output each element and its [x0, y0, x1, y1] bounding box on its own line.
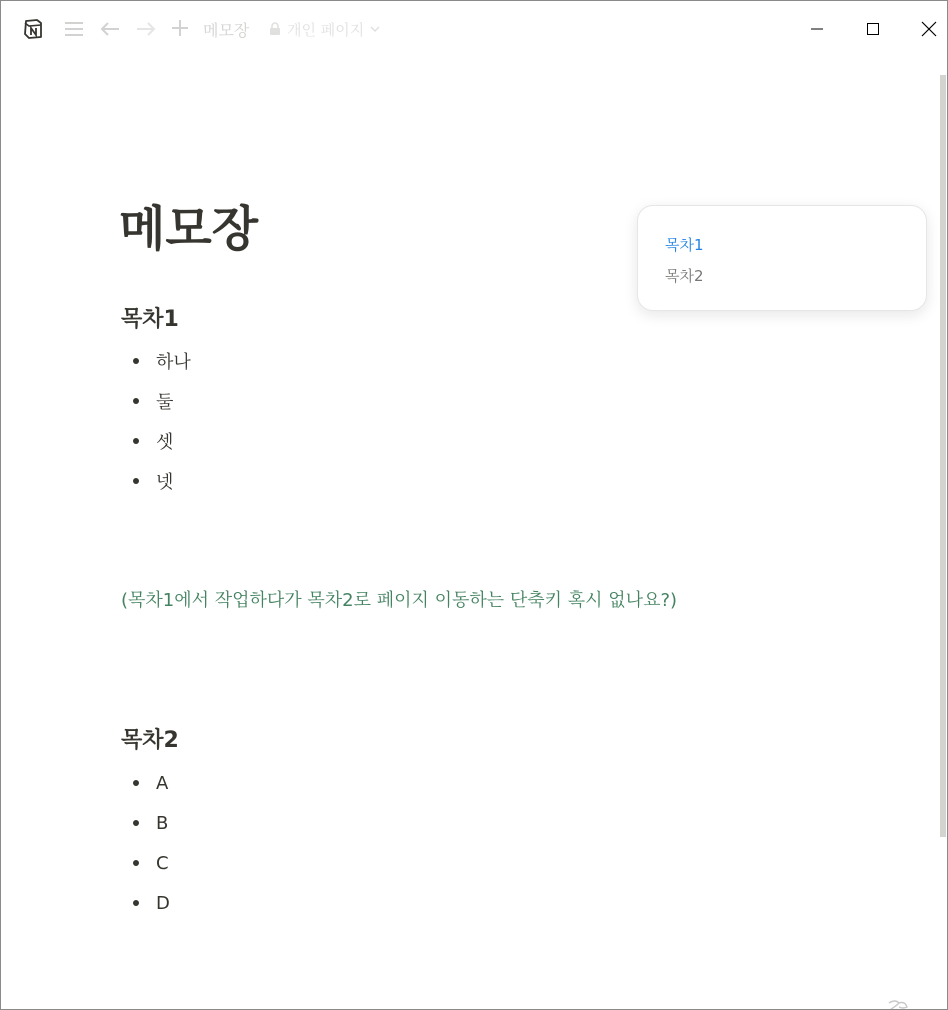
- list-item-text: A: [156, 772, 169, 794]
- list-item[interactable]: [121, 341, 191, 381]
- section-heading-1: 목차1: [121, 307, 179, 332]
- bullet-dot: [133, 900, 139, 906]
- bullet-list-2: [121, 763, 170, 923]
- breadcrumb-label: 개인 페이지: [287, 20, 365, 39]
- list-item[interactable]: [121, 381, 191, 421]
- list-item[interactable]: [121, 421, 191, 461]
- close-button[interactable]: [909, 11, 948, 47]
- list-item-text: 하나: [156, 352, 191, 373]
- list-item[interactable]: [121, 461, 191, 501]
- bullet-list-1: [121, 341, 191, 501]
- lock-icon: [269, 22, 281, 36]
- title-bar: [1, 1, 947, 57]
- page-title: 메모장: [119, 201, 259, 257]
- maximize-icon: [866, 22, 880, 36]
- chevron-down-icon: [370, 25, 380, 33]
- list-item-text: 둘: [156, 392, 174, 413]
- bullet-dot: [133, 398, 139, 404]
- bullet-dot: [133, 358, 139, 364]
- list-item-text: D: [156, 892, 170, 914]
- page-content: [1, 57, 941, 1009]
- minimize-button[interactable]: [797, 11, 837, 47]
- list-item-text: 셋: [156, 432, 174, 453]
- page-name-tab[interactable]: [203, 17, 249, 41]
- bullet-dot: [133, 820, 139, 826]
- list-item[interactable]: [121, 883, 170, 923]
- list-item-text: 넷: [156, 472, 174, 493]
- toc-item-1[interactable]: 목차1: [665, 236, 704, 254]
- section-heading-2: 목차2: [121, 728, 179, 753]
- bullet-dot: [133, 780, 139, 786]
- list-item-text: B: [156, 812, 169, 834]
- notion-logo-icon[interactable]: [21, 17, 45, 41]
- bullet-dot: [133, 438, 139, 444]
- forward-arrow-icon[interactable]: [135, 18, 157, 40]
- toc-item-2[interactable]: 목차2: [665, 267, 704, 285]
- menu-icon[interactable]: [63, 18, 85, 40]
- back-arrow-icon[interactable]: [99, 18, 121, 40]
- list-item[interactable]: [121, 803, 170, 843]
- note-text[interactable]: (목차1에서 작업하다가 목차2로 페이지 이동하는 단축키 혹시 없나요?): [121, 590, 678, 611]
- minimize-icon: [810, 22, 824, 36]
- table-of-contents-panel: [637, 205, 927, 311]
- close-icon: [921, 21, 937, 37]
- list-item-text: C: [156, 852, 169, 874]
- help-icon[interactable]: [885, 997, 911, 1009]
- scrollbar[interactable]: [940, 75, 946, 837]
- plus-icon[interactable]: [169, 17, 191, 39]
- maximize-button[interactable]: [853, 11, 893, 47]
- list-item[interactable]: [121, 763, 170, 803]
- bullet-dot: [133, 478, 139, 484]
- page-name-label: 메모장: [203, 20, 250, 40]
- list-item[interactable]: [121, 843, 170, 883]
- breadcrumb[interactable]: [269, 17, 380, 41]
- bullet-dot: [133, 860, 139, 866]
